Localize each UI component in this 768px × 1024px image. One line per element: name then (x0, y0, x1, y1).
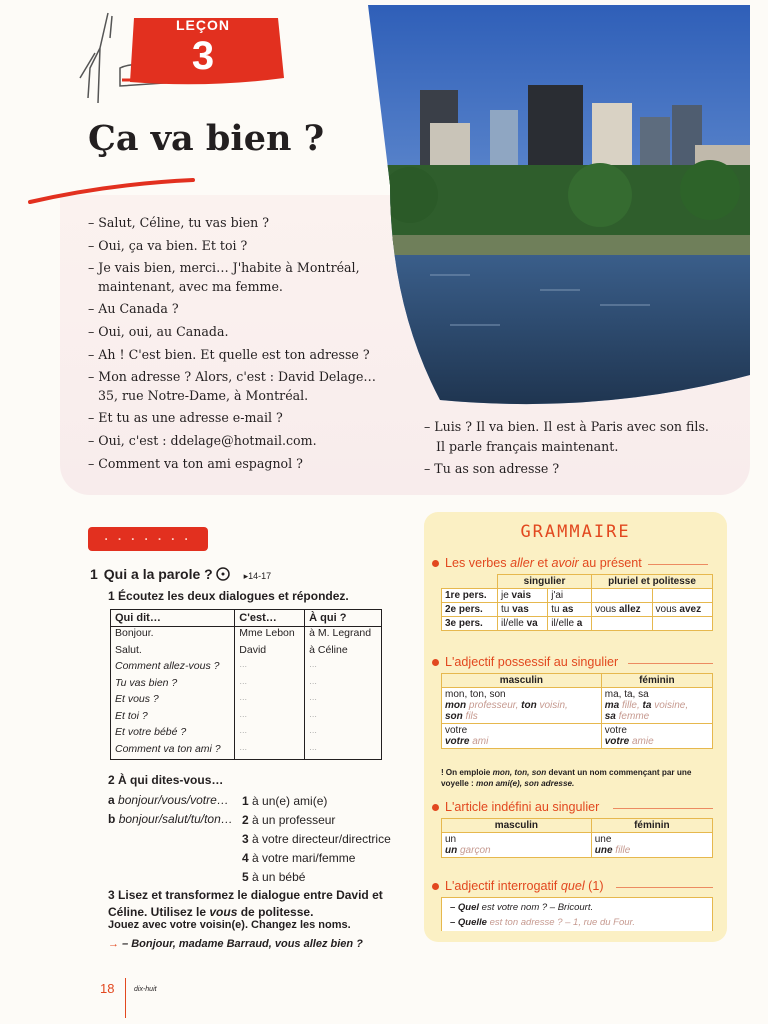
table-cell: David (235, 644, 305, 661)
table-cell: Comment va ton ami ? (111, 743, 235, 760)
table-row (111, 644, 382, 661)
question-text: de politesse. (237, 905, 314, 919)
cell-bold: son (445, 711, 463, 722)
table-row (111, 710, 382, 727)
bullet-icon (432, 804, 439, 811)
note-text: devant un nom commençant par une voyelle : (441, 768, 692, 788)
example-text: – Bonjour, madame Barraud, vous allez bien ? (122, 938, 363, 950)
heading-rule (648, 564, 708, 565)
match-list (242, 792, 391, 887)
cell-bold: sa (604, 711, 616, 722)
table-cell: 3e pers. (442, 617, 498, 631)
heading-text: (1) (584, 879, 604, 893)
title-swoosh-icon (28, 172, 198, 212)
match-number: 5 (242, 870, 249, 884)
interrogative-examples (441, 897, 713, 931)
heading-text: L'adjectif possessif au singulier (445, 655, 619, 669)
table-row (442, 617, 713, 631)
heading-text: L'adjectif interrogatif (445, 879, 561, 893)
cell-text: un (445, 834, 457, 845)
dialogue-line: – Mon adresse ? Alors, c'est : David Delage… (88, 369, 377, 385)
heading-text: aller (510, 556, 534, 570)
table-header: C'est… (235, 610, 305, 627)
audio-track-ref: ▸14-17 (243, 571, 272, 581)
note-icon: ! (441, 768, 444, 777)
cell (601, 688, 712, 724)
question-1 (108, 589, 349, 603)
match-text: à un bébé (252, 870, 306, 884)
table-cell: il/elle va (497, 617, 547, 631)
heading-text: et (533, 556, 552, 570)
cell-bold: votre (604, 736, 630, 747)
table-row (111, 693, 382, 710)
dialogue-line: – Oui, oui, au Canada. (88, 323, 229, 339)
dialogue-line: 35, rue Notre-Dame, à Montréal. (98, 387, 309, 403)
question-2a (108, 793, 229, 807)
question-3-instruction: Jouez avec votre voisin(e). Changez les noms. (108, 919, 351, 931)
match-item (242, 849, 391, 868)
verbs-table (441, 574, 713, 631)
table-cell (652, 617, 712, 631)
item-text: bonjour/salut/tu/ton… (118, 812, 233, 826)
table-cell: il/elle a (548, 617, 592, 631)
cell-bold: votre (445, 736, 470, 747)
table-cell: Mme Lebon (235, 627, 305, 644)
dialogue-line: maintenant, avec ma femme. (98, 278, 283, 294)
col-header: féminin (591, 819, 712, 833)
match-text: à un professeur (252, 813, 336, 827)
bullet-icon (432, 560, 439, 567)
table-cell: vous allez (592, 603, 652, 617)
match-item (242, 830, 391, 849)
table-row (111, 726, 382, 743)
table-cell: tu vas (497, 603, 547, 617)
item-letter: a (108, 793, 115, 807)
question-number: 1 (108, 589, 115, 603)
dialogue-line: – Ah ! C'est bien. Et quelle est ton adresse ? (88, 346, 370, 362)
table-cell: tu as (548, 603, 592, 617)
table-cell: … (235, 660, 305, 677)
match-item (242, 868, 391, 887)
question-3 (108, 887, 398, 921)
table-cell: Et vous ? (111, 693, 235, 710)
cell-text: amie (629, 736, 654, 747)
table-row (442, 603, 713, 617)
cell-text: mon, ton, son (445, 689, 506, 700)
grammar-note (441, 767, 716, 789)
match-number: 2 (242, 813, 249, 827)
table-cell: Et toi ? (111, 710, 235, 727)
cell-bold: une (594, 845, 613, 856)
dialogue-continued (424, 416, 744, 480)
table-cell: 2e pers. (442, 603, 498, 617)
question-text: Écoutez les deux dialogues et répondez. (118, 589, 349, 603)
who-says-table (110, 609, 382, 760)
table-cell: Salut. (111, 644, 235, 661)
dialogue-line: – Je vais bien, merci… J'habite à Montréal, (88, 260, 360, 276)
question-3-example (108, 938, 363, 950)
table-cell: … (305, 693, 382, 710)
table-cell: … (235, 726, 305, 743)
match-text: à votre mari/femme (252, 851, 356, 865)
bullet-icon (432, 659, 439, 666)
question-text: Lisez et transformez le dialogue entre David et Céline. Utilisez le (108, 888, 383, 919)
dialogue-line: – Oui, c'est : ddelage@hotmail.com. (88, 432, 317, 448)
question-2 (108, 773, 223, 787)
table-cell: … (305, 743, 382, 760)
grammar-title: GRAMMAIRE (520, 522, 631, 542)
item-letter: b (108, 812, 116, 826)
table-cell: … (235, 743, 305, 760)
dialogue-line: – Comment va ton ami espagnol ? (88, 455, 303, 471)
cell-text: fille, (619, 700, 643, 711)
table-cell: Tu vas bien ? (111, 677, 235, 694)
possessive-table (441, 673, 713, 749)
table-cell: Bonjour. (111, 627, 235, 644)
table-cell: … (305, 710, 382, 727)
question-text-italic: vous (209, 905, 238, 919)
match-number: 1 (242, 794, 249, 808)
page-number-word: dix-huit (134, 986, 157, 993)
dialogue-line: – Tu as son adresse ? (424, 461, 560, 476)
cell (442, 688, 602, 724)
dialogue-line: Il parle français maintenant. (436, 439, 619, 454)
heading-text: au présent (578, 556, 642, 570)
grammar-heading-interrogative (432, 879, 604, 893)
page-title: Ça va bien ? (88, 118, 325, 159)
match-text: à votre directeur/directrice (252, 832, 391, 846)
table-row (111, 743, 382, 760)
example-text: est votre nom ? – Bricourt. (479, 902, 594, 913)
cell (591, 833, 712, 858)
dialogue-line: – Luis ? Il va bien. Il est à Paris avec son fils. (424, 419, 709, 434)
dialogue-line: – Au Canada ? (88, 301, 179, 317)
table-cell: … (305, 677, 382, 694)
col-header: masculin (442, 674, 602, 688)
cell-text: garçon (457, 845, 491, 856)
cell-text: votre (604, 725, 627, 736)
table-row (111, 677, 382, 694)
table-cell: … (305, 726, 382, 743)
table-cell: vous avez (652, 603, 712, 617)
cell-bold: ton (521, 700, 537, 711)
cell-text: fils (462, 711, 478, 722)
table-cell: à Céline (305, 644, 382, 661)
table-cell: Comment allez-vous ? (111, 660, 235, 677)
match-item (242, 811, 391, 830)
grammar-heading-verbs (432, 556, 642, 570)
table-header: Qui dit… (111, 610, 235, 627)
dialogue-line: – Oui, ça va bien. Et toi ? (88, 237, 248, 253)
cell-bold: mon (445, 700, 467, 711)
cell-text: femme (615, 711, 650, 722)
heading-rule (628, 663, 713, 664)
table-row (442, 589, 713, 603)
page-separator (125, 978, 126, 1018)
match-text: à un(e) ami(e) (252, 794, 328, 808)
table-row (111, 660, 382, 677)
blank-cell (442, 575, 498, 589)
table-cell: … (235, 710, 305, 727)
lesson-label: LEÇON (176, 17, 230, 33)
table-cell: Et votre bébé ? (111, 726, 235, 743)
cell-bold: ta (642, 700, 652, 711)
audio-cd-icon (215, 566, 233, 582)
table-cell (652, 589, 712, 603)
question-number: 2 (108, 773, 115, 787)
cell-text: une (594, 834, 612, 845)
example-bold: – Quelle (450, 917, 487, 928)
section-label: · · · · · · · (88, 527, 208, 551)
heading-text: quel (560, 879, 585, 893)
article-table (441, 818, 713, 858)
cell (442, 724, 602, 749)
cell-text: votre (445, 725, 468, 736)
dialogue-main (88, 212, 418, 475)
grammar-heading-article (432, 800, 599, 814)
cell (442, 833, 592, 858)
dialogue-line: – Salut, Céline, tu vas bien ? (88, 215, 270, 230)
cell-text: ma, ta, sa (604, 689, 649, 700)
dialogue-line: – Et tu as une adresse e-mail ? (88, 410, 283, 426)
table-cell: … (235, 677, 305, 694)
note-text: On emploie (445, 768, 493, 777)
exercise-1-title (90, 566, 271, 582)
cell-text: fille (612, 845, 631, 856)
cell-text: professeur, (466, 700, 522, 711)
table-cell (592, 589, 652, 603)
col-header: pluriel et politesse (592, 575, 713, 589)
heading-rule (616, 887, 713, 888)
match-item (242, 792, 391, 811)
table-cell: … (235, 693, 305, 710)
col-header: masculin (442, 819, 592, 833)
table-cell: j'ai (548, 589, 592, 603)
table-row (111, 627, 382, 644)
example-text: est ton adresse ? – 1, rue du Four. (486, 917, 636, 928)
cell-bold: ma (604, 700, 620, 711)
item-text: bonjour/vous/votre… (118, 793, 229, 807)
heading-rule (613, 808, 713, 809)
bullet-icon (432, 883, 439, 890)
cell-text: voisin, (536, 700, 568, 711)
question-text: À qui dites-vous… (118, 773, 224, 787)
page-number: 18 (100, 981, 115, 996)
audio-tracks: 14-17 (248, 571, 272, 581)
cell (601, 724, 712, 749)
arrow-icon: → (108, 938, 119, 950)
table-cell: à M. Legrand (305, 627, 382, 644)
lesson-number: 3 (191, 34, 215, 78)
table-header: À qui ? (305, 610, 382, 627)
exercise-title: Qui a la parole ? (103, 566, 213, 582)
match-number: 4 (242, 851, 249, 865)
note-text: mon, ton, son (492, 768, 547, 777)
example-bold: – Quel (450, 902, 480, 913)
match-number: 3 (242, 832, 249, 846)
heading-text: L'article indéfini au singulier (445, 800, 600, 814)
question-2b (108, 812, 233, 826)
col-header: singulier (497, 575, 591, 589)
cell-text: ami (469, 736, 489, 747)
table-cell: … (305, 660, 382, 677)
exercise-number: 1 (90, 566, 98, 582)
grammar-heading-possessive (432, 655, 618, 669)
heading-text: avoir (551, 556, 579, 570)
col-header: féminin (601, 674, 712, 688)
table-cell: je vais (497, 589, 547, 603)
table-cell (592, 617, 652, 631)
note-text: mon ami(e), son adresse. (476, 779, 575, 788)
cell-text: voisine, (651, 700, 689, 711)
table-cell: 1re pers. (442, 589, 498, 603)
heading-text: Les verbes (445, 556, 511, 570)
question-number: 3 (108, 888, 115, 902)
cell-bold: un (445, 845, 458, 856)
